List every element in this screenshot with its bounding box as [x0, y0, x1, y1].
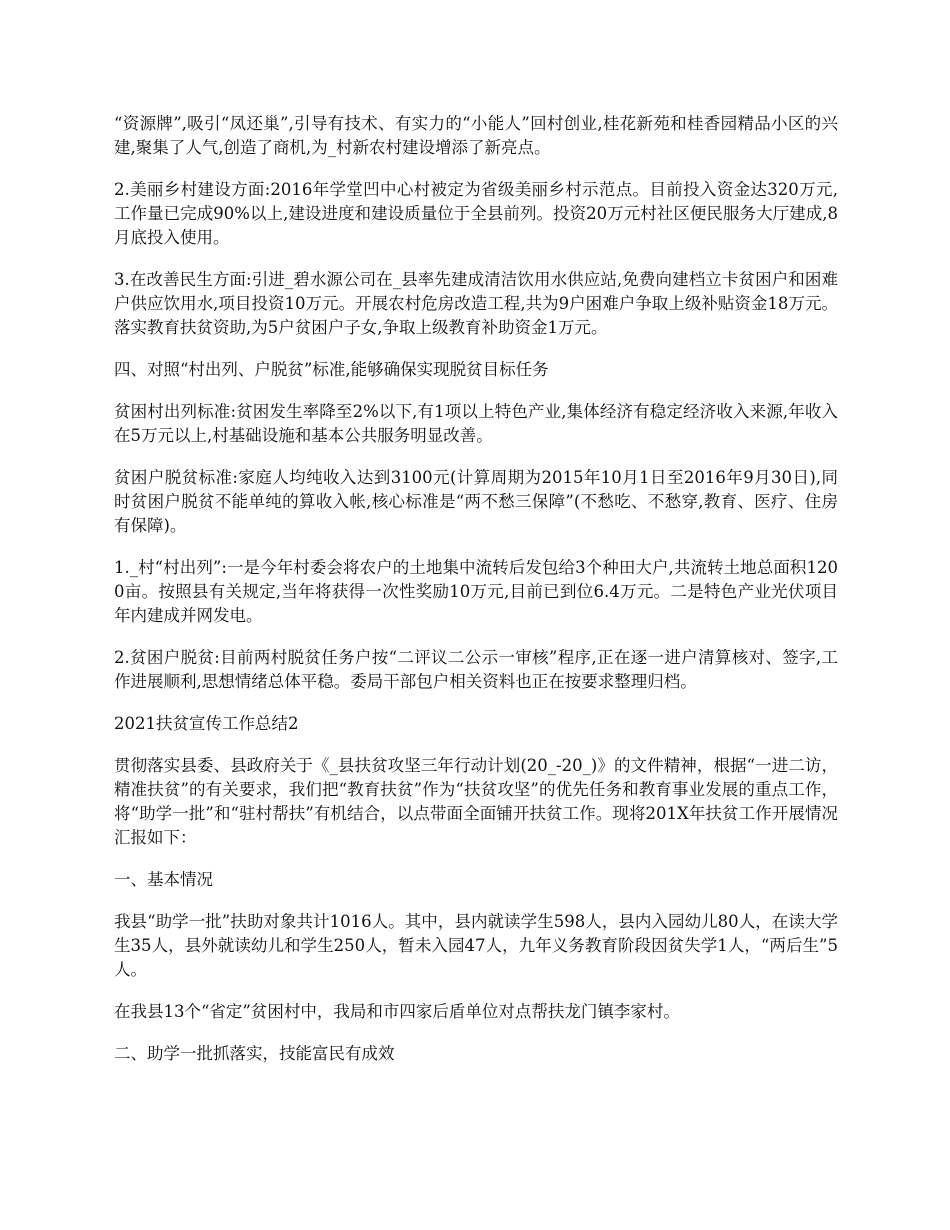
paragraph-village-exit: 1._村“村出列”:一是今年村委会将农户的土地集中流转后发包给3个种田大户,共流转土地总面积1200亩。按照县有关规定,当年将获得一次性奖励10万元,目前已到位6.4万元。二是特色产业光伏项目年内建成并网发电。 — [114, 558, 838, 625]
paragraph-poor-villages: 在我县13个“省定”贫困村中，我局和市四家后盾单位对点帮扶龙门镇李家村。 — [114, 1002, 680, 1021]
section-heading-standards: 四、对照“村出列、户脱贫”标准,能够确保实现脱贫目标任务 — [114, 360, 549, 379]
document-body — [114, 112, 838, 1084]
document-subtitle: 2021扶贫宣传工作总结2 — [114, 714, 299, 733]
paragraph-livelihood: 3.在改善民生方面:引进_碧水源公司在_县率先建成清洁饮用水供应站,免费向建档立卡贫困户和困难户供应饮用水,项目投资10万元。开展农村危房改造工程,共为9户困难户争取上级补贴资金18万元。落实教育扶贫资助,为5户贫困户子女,争取上级教育补助资金1万元。 — [114, 270, 838, 337]
section-heading-aid: 二、助学一批抓落实，技能富民有成效 — [114, 1044, 395, 1063]
paragraph-aid-targets: 我县“助学一批”扶助对象共计1016人。其中，县内就读学生598人，县内入园幼儿80人，在读大学生35人，县外就读幼儿和学生250人，暂未入园47人，九年义务教育阶段因贫失学1人，“两后生”5人。 — [114, 912, 838, 979]
paragraph-village-standard: 贫困村出列标准:贫困发生率降至2%以下,有1项以上特色产业,集体经济有稳定经济收入来源,年收入在5万元以上,村基础设施和基本公共服务明显改善。 — [114, 402, 838, 445]
paragraph-beautiful-village: 2.美丽乡村建设方面:2016年学堂凹中心村被定为省级美丽乡村示范点。目前投入资金达320万元,工作量已完成90%以上,建设进度和建设质量位于全县前列。投资20万元村社区便民服务大厅建成,8月底投入使用。 — [114, 180, 838, 247]
paragraph-implementation: 贯彻落实县委、县政府关于《_县扶贫攻坚三年行动计划(20_-20_)》的文件精神，根据“一进二访，精准扶贫”的有关要求，我们把“教育扶贫”作为“扶贫攻坚”的优先任务和教育事业发展的重点工作，将“助学一批”和“驻村帮扶”有机结合，以点带面全面铺开扶贫工作。现将201X年扶贫工作开展情况汇报如下： — [114, 756, 838, 847]
paragraph-household-exit: 2.贫困户脱贫:目前两村脱贫任务户按“二评议二公示一审核”程序,正在逐一进户清算核对、签字,工作进展顺利,思想情绪总体平稳。委局干部包户相关资料也正在按要求整理归档。 — [114, 648, 838, 691]
paragraph-household-standard: 贫困户脱贫标准:家庭人均纯收入达到3100元(计算周期为2015年10月1日至2016年9月30日),同时贫困户脱贫不能单纯的算收入帐,核心标准是“两不愁三保障”(不愁吃、不愁穿,教育、医疗、住房有保障)。 — [114, 468, 838, 535]
paragraph-resource-brand: “资源牌”,吸引“凤还巢”,引导有技术、有实力的“小能人”回村创业,桂花新苑和桂香园精品小区的兴建,聚集了人气,创造了商机,为_村新农村建设增添了新亮点。 — [114, 114, 838, 157]
section-heading-basic: 一、基本情况 — [114, 870, 213, 889]
